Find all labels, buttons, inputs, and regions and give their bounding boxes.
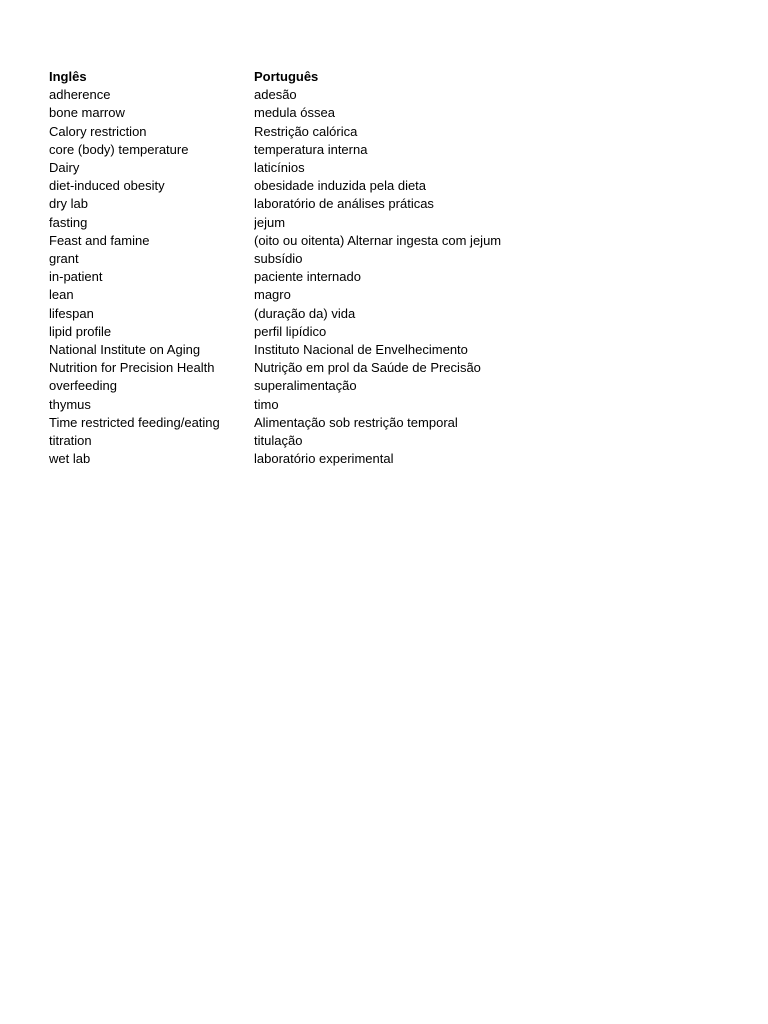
table-row (49, 177, 569, 195)
english-term: overfeeding (49, 378, 117, 394)
english-term: dry lab (49, 196, 89, 212)
table-row (49, 104, 569, 122)
english-term: core (body) temperature (49, 141, 189, 157)
table-row (49, 232, 569, 250)
portuguese-term: adesão (254, 87, 297, 103)
glossary-table (49, 68, 569, 468)
portuguese-term: (duração da) vida (254, 305, 356, 321)
portuguese-term: Alimentação sob restrição temporal (254, 414, 458, 430)
portuguese-term: titulação (254, 433, 303, 449)
english-term: Calory restriction (49, 123, 147, 139)
portuguese-term: timo (254, 396, 279, 412)
english-term: thymus (49, 396, 91, 412)
english-term: Time restricted feeding/eating (49, 414, 220, 430)
header-row (49, 68, 569, 86)
portuguese-term: jejum (254, 214, 286, 230)
english-term: lipid profile (49, 323, 112, 339)
portuguese-term: Instituto Nacional de Envelhecimento (254, 342, 468, 358)
table-row (49, 323, 569, 341)
table-row (49, 359, 569, 377)
portuguese-term: Nutrição em prol da Saúde de Precisão (254, 360, 481, 376)
table-row (49, 377, 569, 395)
portuguese-term: medula óssea (254, 105, 335, 121)
portuguese-term: laticínios (254, 160, 305, 176)
portuguese-term: obesidade induzida pela dieta (254, 178, 427, 194)
english-term: Dairy (49, 160, 80, 176)
english-term: bone marrow (49, 105, 125, 121)
english-term: titration (49, 433, 92, 449)
english-term: wet lab (49, 451, 91, 467)
table-row (49, 432, 569, 450)
table-row (49, 195, 569, 213)
portuguese-term: temperatura interna (254, 141, 368, 157)
portuguese-term: laboratório de análises práticas (254, 196, 434, 212)
portuguese-term: perfil lipídico (254, 323, 327, 339)
table-row (49, 250, 569, 268)
portuguese-term: superalimentação (254, 378, 357, 394)
portuguese-term: laboratório experimental (254, 451, 394, 467)
table-row (49, 268, 569, 286)
portuguese-term: subsídio (254, 251, 303, 267)
portuguese-term: paciente internado (254, 269, 361, 285)
english-term: grant (49, 251, 79, 267)
english-term: adherence (49, 87, 111, 103)
english-term: fasting (49, 214, 88, 230)
portuguese-term: (oito ou oitenta) Alternar ingesta com jejum (254, 232, 502, 248)
table-row (49, 396, 569, 414)
glossary-sheet (49, 68, 729, 468)
english-term: lifespan (49, 305, 94, 321)
header-portuguese: Português (254, 69, 319, 84)
portuguese-term: magro (254, 287, 291, 303)
english-term: Nutrition for Precision Health (49, 360, 215, 376)
english-term: National Institute on Aging (49, 342, 201, 358)
english-term: diet-induced obesity (49, 178, 165, 194)
table-row (49, 286, 569, 304)
english-term: lean (49, 287, 74, 303)
header-english: Inglês (49, 69, 87, 84)
table-row (49, 414, 569, 432)
table-row (49, 86, 569, 104)
portuguese-term: Restrição calórica (254, 123, 358, 139)
english-term: Feast and famine (49, 232, 150, 248)
english-term: in-patient (49, 269, 103, 285)
table-row (49, 341, 569, 359)
table-row (49, 141, 569, 159)
table-row (49, 123, 569, 141)
table-row (49, 159, 569, 177)
table-row (49, 214, 569, 232)
table-row (49, 450, 569, 468)
table-row (49, 305, 569, 323)
